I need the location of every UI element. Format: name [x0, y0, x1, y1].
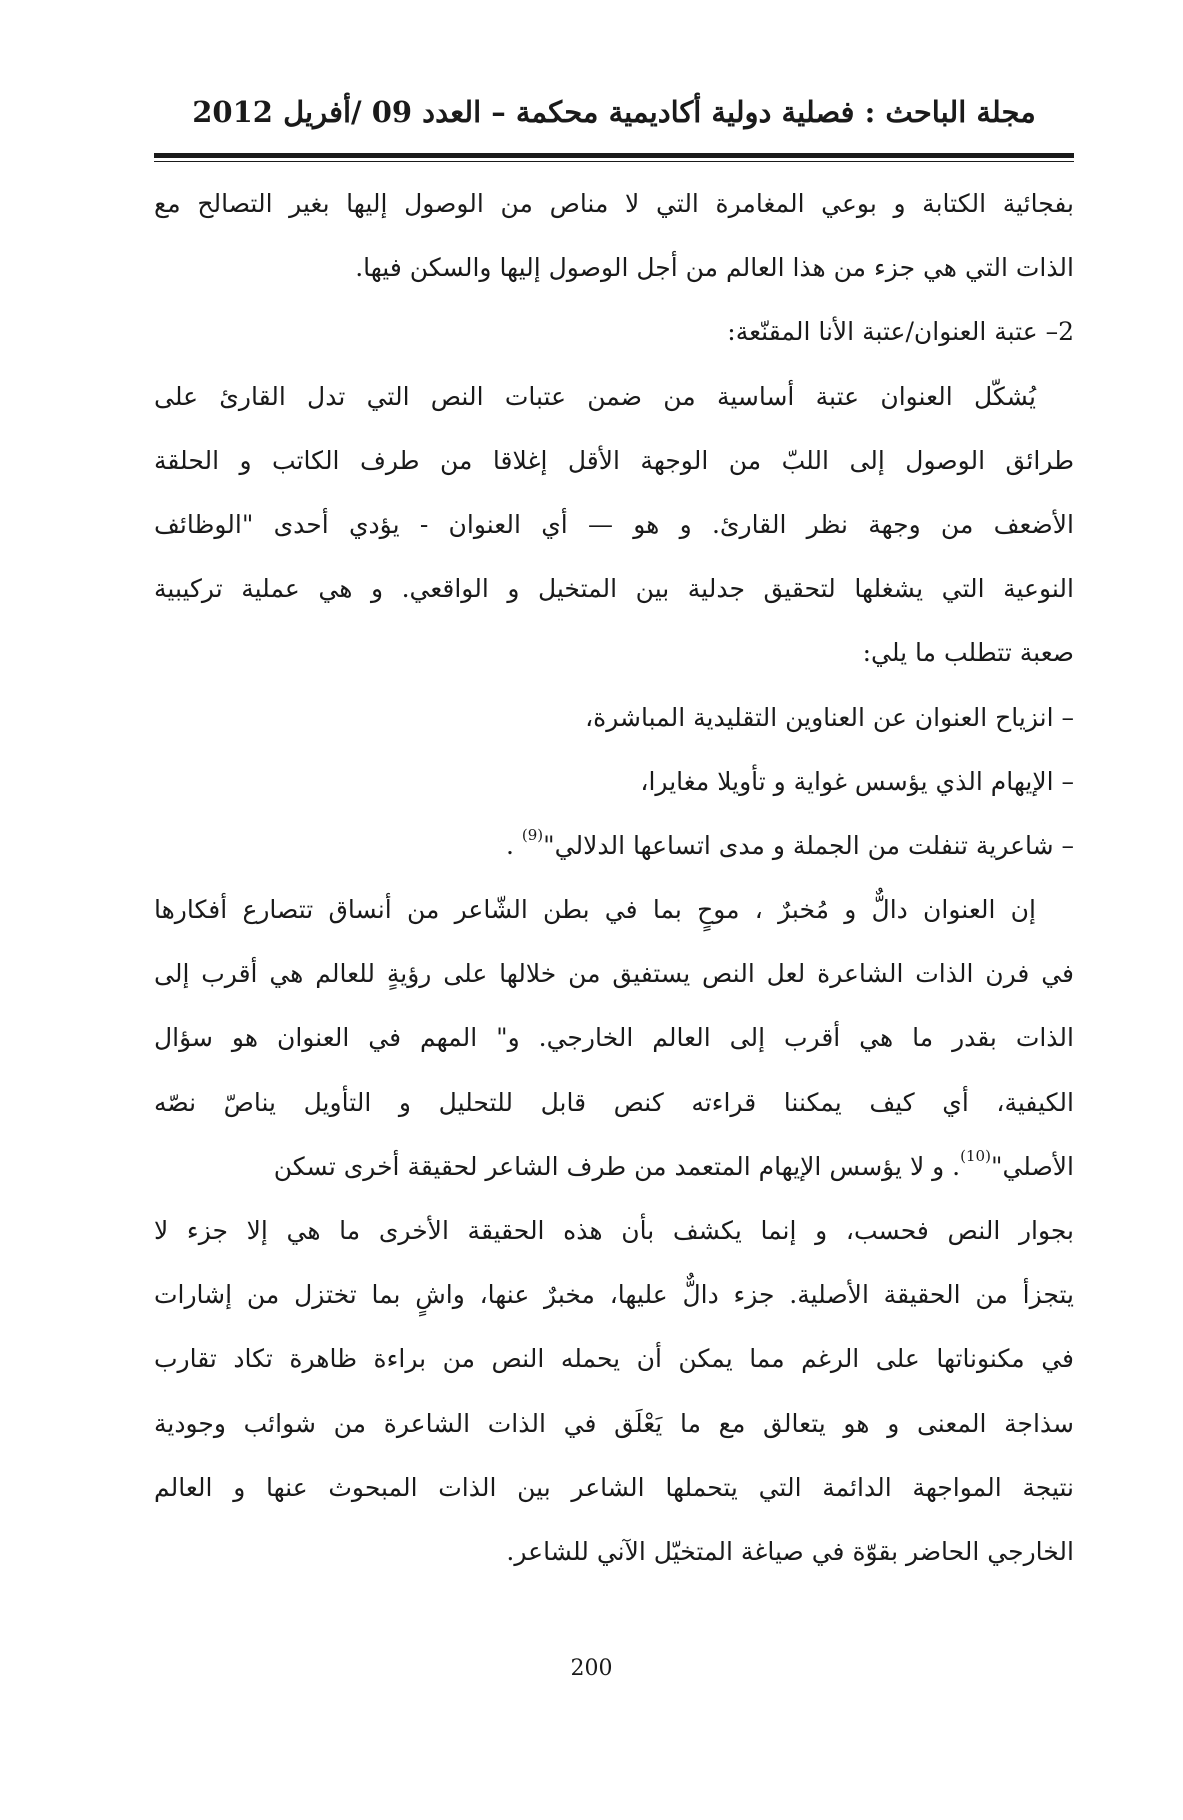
text-line: الخارجي الحاضر بقوّة في صياغة المتخيّل الآني للشاعر.	[506, 1536, 1074, 1566]
journal-header: مجلة الباحث : فصلية دولية أكاديمية محكمة – العدد 09 /أفريل 2012	[192, 95, 1036, 129]
text-line: الأضعف من وجهة نظر القارئ. و هو — أي العنوان - يؤدي أحدى "الوظائف	[154, 509, 1074, 539]
footnote-ref-10: (10)	[960, 1146, 991, 1165]
text-line: في فرن الذات الشاعرة لعل النص يستفيق من خلالها على رؤيةٍ للعالم هي أقرب إلى	[154, 959, 1074, 989]
text-line: سذاجة المعنى و هو يتعالق مع ما يَعْلَق في الذات الشاعرة من شوائب وجودية	[154, 1408, 1074, 1438]
text-line: بفجائية الكتابة و بوعي المغامرة التي لا مناص من الوصول إليها بغير التصالح مع	[154, 189, 1074, 218]
text-line: يُشكّل العنوان عتبة أساسية من ضمن عتبات النص التي تدل القارئ على	[154, 381, 1036, 411]
text-line: الذات بقدر ما هي أقرب إلى العالم الخارجي. و" المهم في العنوان هو سؤال	[154, 1023, 1074, 1053]
list-item-text: – شاعرية تنفلت من الجملة و مدى اتساعها الدلالي"	[543, 830, 1074, 860]
header-rule-thin	[154, 161, 1074, 162]
text-line: إن العنوان دالٌّ و مُخبرٌ ، موحٍ بما في بطن الشّاعر من أنساق تتصارع أفكارها	[154, 895, 1036, 925]
list-item-tail: .	[505, 830, 522, 860]
text-line: طرائق الوصول إلى اللبّ من الوجهة الأقل إغلاقا من طرف الكاتب و الحلقة	[154, 445, 1074, 475]
article-body	[154, 172, 1074, 1584]
page-number: 200	[570, 1656, 613, 1681]
footnote-ref-9: (9)	[521, 825, 544, 844]
text-line: صعبة تتطلب ما يلي:	[862, 638, 1074, 668]
header-rule	[154, 153, 1074, 158]
section-heading: 2– عتبة العنوان/عتبة الأنا المقنّعة:	[727, 317, 1074, 347]
text-line: في مكنوناتها على الرغم مما يمكن أن يحمله النص من براءة ظاهرة تكاد تقارب	[154, 1344, 1074, 1374]
list-item: – الإيهام الذي يؤسس غواية و تأويلا مغايرا،	[640, 766, 1074, 796]
text-line: يتجزأ من الحقيقة الأصلية. جزء دالٌّ عليها، مخبرٌ عنها، واشٍ بما تختزل من إشارات	[154, 1280, 1074, 1310]
list-item	[154, 814, 1074, 878]
text-line: الذات التي هي جزء من هذا العالم من أجل الوصول إليها والسكن فيها.	[355, 253, 1074, 283]
list-item: – انزياح العنوان عن العناوين التقليدية المباشرة،	[585, 702, 1074, 732]
text-segment: . و لا يؤسس الإيهام المتعمد من طرف الشاعر لحقيقة أخرى تسكن	[273, 1151, 961, 1181]
text-line: النوعية التي يشغلها لتحقيق جدلية بين المتخيل و الواقعي. و هي عملية تركيبية	[154, 574, 1074, 604]
text-segment: الأصلي"	[990, 1151, 1074, 1181]
text-line: الكيفية، أي كيف يمكننا قراءته كنص قابل للتحليل و التأويل يناصّ نصّه	[154, 1087, 1074, 1117]
text-line	[154, 1135, 1074, 1199]
text-line: نتيجة المواجهة الدائمة التي يتحملها الشاعر بين الذات المبحوث عنها و العالم	[154, 1472, 1074, 1502]
text-line: بجوار النص فحسب، و إنما يكشف بأن هذه الحقيقة الأخرى ما هي إلا جزء لا	[154, 1216, 1074, 1245]
